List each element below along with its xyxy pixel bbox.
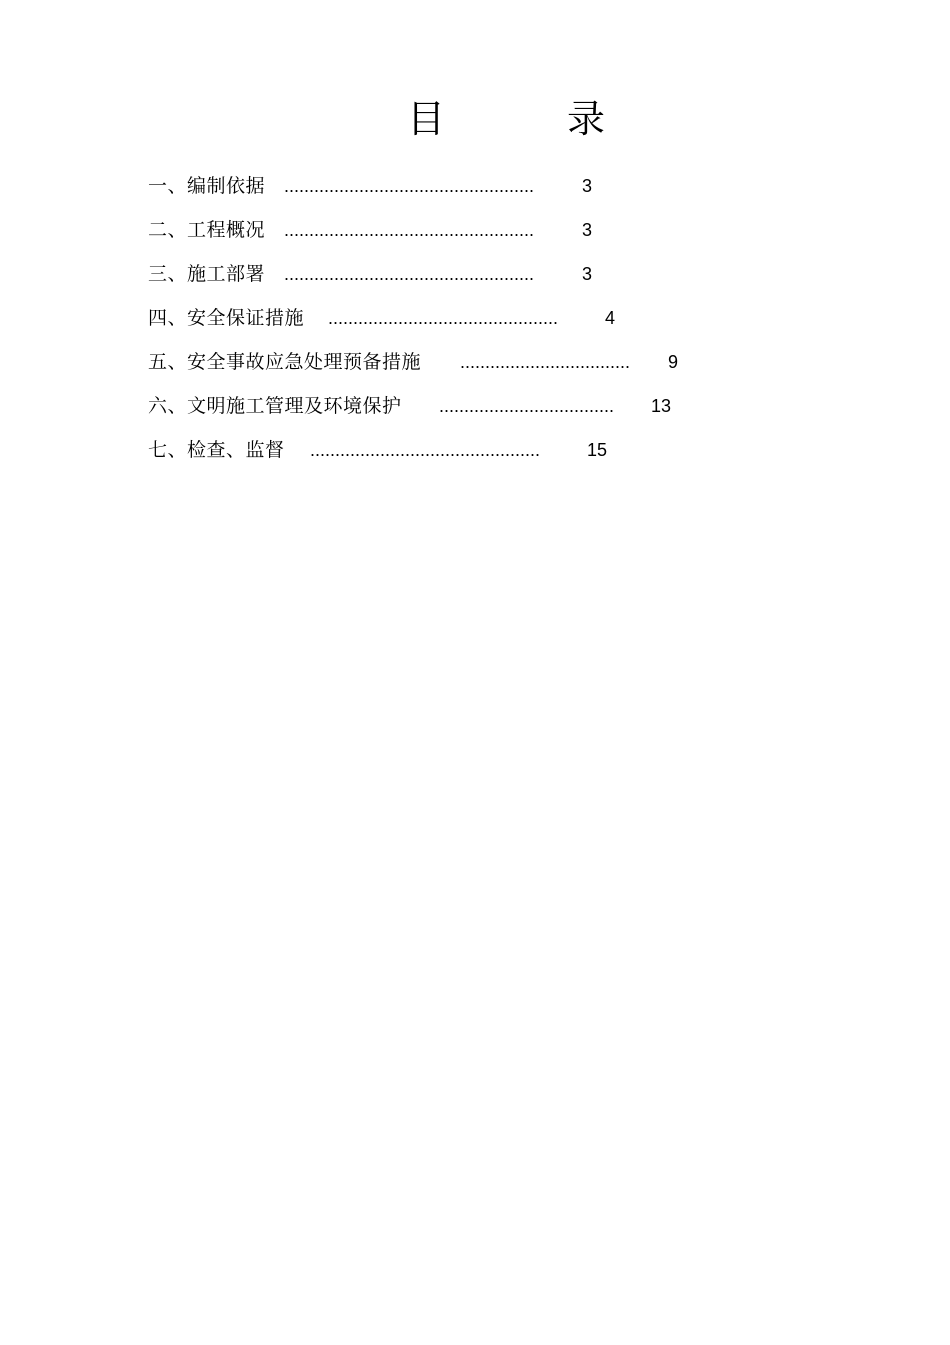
toc-entry-page: 3 (582, 220, 593, 240)
toc-leader-dots: .................................................. (284, 220, 535, 240)
toc-entry[interactable] (148, 346, 848, 390)
toc-entry-label: 六、文明施工管理及环境保护 (148, 395, 402, 417)
toc-entry-page: 15 (587, 440, 608, 460)
toc-entry-label: 一、编制依据 (148, 175, 266, 197)
toc-entry-page: 4 (605, 308, 616, 328)
toc-entry[interactable] (148, 170, 848, 214)
toc-leader-dots: .................................. (460, 352, 631, 372)
toc-leader-dots: .................................................. (284, 176, 535, 196)
toc-entry[interactable] (148, 390, 848, 434)
toc-leader-dots: .............................................. (310, 440, 541, 460)
toc-title: 目 录 (406, 97, 647, 141)
toc-entry-page: 9 (668, 352, 679, 372)
toc-entry-label: 四、安全保证措施 (148, 307, 305, 329)
toc-entry-page: 3 (582, 264, 593, 284)
toc-entry-label: 七、检查、监督 (148, 439, 285, 461)
toc-list (148, 170, 848, 478)
toc-entry-label: 五、安全事故应急处理预备措施 (148, 351, 422, 373)
toc-entry[interactable] (148, 214, 848, 258)
toc-leader-dots: ................................... (439, 396, 615, 416)
toc-entry-page: 13 (651, 396, 672, 416)
toc-entry-page: 3 (582, 176, 593, 196)
toc-entry[interactable] (148, 434, 848, 478)
toc-entry-label: 三、施工部署 (148, 263, 266, 285)
toc-entry-label: 二、工程概况 (148, 219, 266, 241)
toc-leader-dots: .............................................. (328, 308, 559, 328)
toc-leader-dots: .................................................. (284, 264, 535, 284)
toc-entry[interactable] (148, 258, 848, 302)
toc-entry[interactable] (148, 302, 848, 346)
